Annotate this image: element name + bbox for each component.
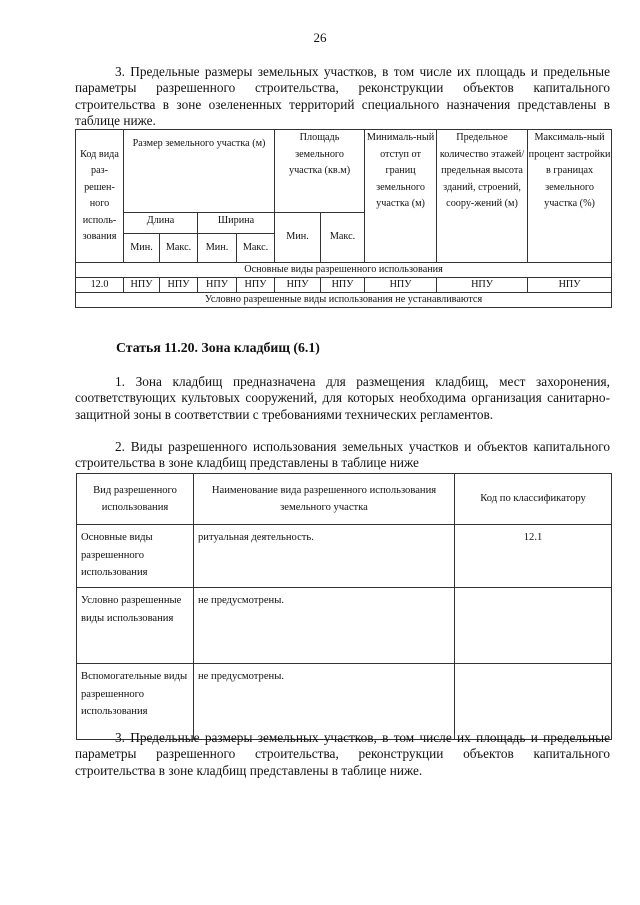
header-classifier-code: Код по классификатору xyxy=(455,474,612,525)
paragraph-2: 2. Виды разрешенного использования земельных участков и объектов капитального строительства в зоне кладбищ представлены в таблице ниже xyxy=(75,439,610,471)
header-area-min: Мин. xyxy=(275,213,321,263)
intro-paragraph: 3. Предельные размеры земельных участков, в том числе их площадь и предельные параметры разрешенного строительства, реконструкции объектов капитального строительства в зоне озелененных территорий специального назначения представлены в таблице ниже. xyxy=(75,64,610,128)
header-use-name: Наименование вида разрешенного использования земельного участка xyxy=(194,474,455,525)
paragraph-1: 1. Зона кладбищ предназначена для размещения кладбищ, мест захоронения, соответствующих культовых сооружений, для которых необходима организация санитарно-защитной зоны в соответствии с требованиями технических регламентов. xyxy=(75,374,610,422)
header-use-code: Код вида раз-решен-ного исполь-зования xyxy=(76,130,124,263)
table-row xyxy=(77,588,612,664)
header-length-min: Мин. xyxy=(124,234,160,263)
header-use-type: Вид разрешенного использования xyxy=(77,474,194,525)
header-floors-height: Предельное количество этажей/ предельная высота зданий, строений, соору-жений (м) xyxy=(437,130,528,263)
cell-coverage: НПУ xyxy=(528,278,612,293)
cell-use-type: Основные виды разрешенного использования xyxy=(77,525,194,588)
cell-classifier-code: 12.1 xyxy=(455,525,612,588)
section-main-uses: Основные виды разрешенного использования xyxy=(76,263,612,278)
header-width: Ширина xyxy=(198,213,275,234)
cell-classifier-code xyxy=(455,588,612,664)
header-min-setback: Минималь-ный отступ от границ земельного участка (м) xyxy=(365,130,437,263)
cell-floors: НПУ xyxy=(437,278,528,293)
header-plot-size: Размер земельного участка (м) xyxy=(124,130,275,213)
table-row xyxy=(77,664,612,740)
header-width-max: Макс. xyxy=(237,234,275,263)
cell-use-type: Условно разрешенные виды использования xyxy=(77,588,194,664)
cell-length-min: НПУ xyxy=(124,278,160,293)
article-heading: Статья 11.20. Зона кладбищ (6.1) xyxy=(116,340,320,355)
table-row xyxy=(76,278,612,293)
section-conditional-uses: Условно разрешенные виды использования не устанавливаются xyxy=(76,293,612,308)
header-width-min: Мин. xyxy=(198,234,237,263)
cell-use-name: ритуальная деятельность. xyxy=(194,525,455,588)
header-plot-area: Площадь земельного участка (кв.м) xyxy=(275,130,365,213)
header-max-coverage: Максималь-ный процент застройки в границах земельного участка (%) xyxy=(528,130,612,263)
cell-width-min: НПУ xyxy=(198,278,237,293)
header-length-max: Макс. xyxy=(160,234,198,263)
limits-table-greenery xyxy=(75,129,612,308)
cell-width-max: НПУ xyxy=(237,278,275,293)
cell-length-max: НПУ xyxy=(160,278,198,293)
cell-use-name: не предусмотрены. xyxy=(194,588,455,664)
paragraph-3: 3. Предельные размеры земельных участков, в том числе их площадь и предельные параметры разрешенного строительства, реконструкции объектов капитального строительства в зоне кладбищ представлены в таблице ниже. xyxy=(75,730,610,778)
cell-code: 12.0 xyxy=(76,278,124,293)
cell-setback: НПУ xyxy=(365,278,437,293)
table-row xyxy=(77,525,612,588)
page-number: 26 xyxy=(313,30,327,45)
cell-classifier-code xyxy=(455,664,612,740)
header-area-max: Макс. xyxy=(321,213,365,263)
uses-table-cemetery xyxy=(76,473,612,740)
cell-use-type: Вспомогательные виды разрешенного использования xyxy=(77,664,194,740)
cell-use-name: не предусмотрены. xyxy=(194,664,455,740)
cell-area-max: НПУ xyxy=(321,278,365,293)
header-length: Длина xyxy=(124,213,198,234)
cell-area-min: НПУ xyxy=(275,278,321,293)
